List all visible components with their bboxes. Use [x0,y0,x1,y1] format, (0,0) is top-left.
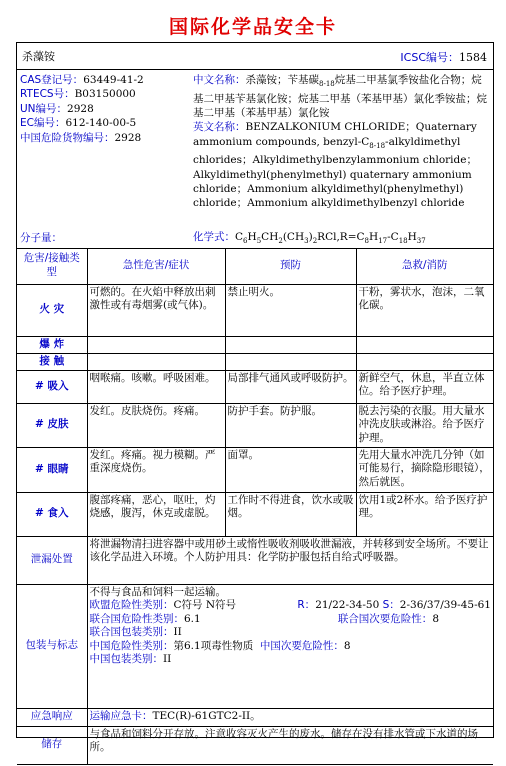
cas-number: CAS登记号：63449-41-2 [20,74,144,86]
en-name-label: 英文名称： [193,121,246,134]
prevention-cell [225,353,356,370]
table-header-row [17,248,493,284]
hazard-type-exposure: 接 触 [17,353,87,370]
header-prevention: 预防 [225,248,356,284]
symptom-cell: 咽喉痛。咳嗽。呼吸困难。 [87,370,225,403]
hazard-table [17,248,493,765]
prevention-cell: 局部排气通风或呼吸防护。 [225,370,356,403]
prevention-cell: 工作时不得进食，饮水或吸烟。 [225,492,356,536]
header-first-aid: 急救/消防 [356,248,493,284]
first-aid-cell [356,336,493,353]
symptom-cell: 可燃的。在火焰中释放出刺激性或有毒烟雾(或气体)。 [87,284,225,336]
leak-label: 泄漏处置 [17,536,87,584]
leak-text: 将泄漏物清扫进容器中或用砂土或惰性吸收剂吸收泄漏液，并转移到安全场所。不要让该化学品进入环境。个人防护用具：化学防护服包括自给式呼吸器。 [87,536,493,584]
rtecs-number: RTECS号：B03150000 [20,88,136,101]
emergency-row [17,708,493,726]
symptom-cell: 发红。疼痛。视力模糊。严重深度烧伤。 [87,447,225,492]
symptom-cell [87,353,225,370]
table-row [17,353,493,370]
symptom-cell: 腹部疼痛，恶心，呕吐，灼烧感，腹泻，休克或虚脱。 [87,492,225,536]
table-row [17,492,493,536]
storage-row [17,726,493,764]
hazard-type-eyes: # 眼睛 [17,447,87,492]
card-title: 国际化学品安全卡 [168,16,337,38]
un-number: UN编号：2928 [20,102,94,115]
first-aid-cell: 新鲜空气，休息，半直立体位。给予医疗护理。 [356,370,493,403]
hazard-type-ingestion: # 食入 [17,492,87,536]
chemical-formula: 化学式：$C_6H_5CH_2(CH_3)_2RCl,R=C_8H_{17}-C_{18}H_{37}$ [193,230,426,245]
symptom-cell: 发红。皮肤烧伤。疼痛。 [87,403,225,447]
molecular-weight-label: 分子量： [20,232,62,244]
cn-packaging-group: 中国包装类别：II [89,653,172,665]
table-row [17,370,493,403]
prevention-cell [225,336,356,353]
hazard-type-explosion: 爆 炸 [17,336,87,353]
un-packaging-group: 联合国包装类别：II [89,626,182,638]
cn-classification: 中国危险性类别：第6.1项毒性物质 中国次要危险性：8 [89,639,351,652]
prevention-cell: 面罩。 [225,447,356,492]
names-description [193,73,490,211]
hazard-type-fire: 火 灾 [17,284,87,336]
icsc-label: ICSC编号： [400,51,459,64]
chemical-name: 杀藻铵 [22,50,55,63]
packaging-row [17,584,493,708]
table-row [17,284,493,336]
identifier-list [20,73,190,145]
icsc-value: 1584 [459,51,487,64]
cn-dangerous-goods-number: 中国危险货物编号：2928 [20,131,142,144]
eu-classification: 欧盟危险性类别：C符号 N符号 R：21/22-34-50 S：2-36/37/39-45-61 [89,599,491,611]
safety-card [16,42,494,753]
storage-label: 储存 [17,726,87,764]
table-row [17,403,493,447]
header-type: 危害/接触类型 [17,248,87,284]
packaging-label: 包装与标志 [17,584,87,708]
un-classification: 联合国危险性类别：6.1 联合国次要危险性：8 [89,612,439,625]
leak-row [17,536,493,584]
table-row [17,447,493,492]
emergency-label: 应急响应 [17,708,87,726]
hazard-type-inhalation: # 吸入 [17,370,87,403]
table-row [17,336,493,353]
packaging-content [87,584,493,708]
prevention-cell: 禁止明火。 [225,284,356,336]
hazard-type-skin: # 皮肤 [17,403,87,447]
first-aid-cell: 脱去污染的衣服。用大量水冲洗皮肤或淋浴。给予医疗护理。 [356,403,493,447]
emergency-content: 运输应急卡：TEC(R)-61GTC2-II。 [87,708,493,726]
prevention-cell: 防护手套。防护服。 [225,403,356,447]
first-aid-cell [356,353,493,370]
first-aid-cell: 干粉，雾状水，泡沫，二氧化碳。 [356,284,493,336]
identifier-block [17,70,493,249]
header-symptom: 急性危害/症状 [87,248,225,284]
en-name: BENZALKONIUM CHLORIDE；Quaternary ammonium compounds, benzyl-$C_{8-18}$-alkyldimethyl chlorides；Alkyldimethylbenzylammonium chloride；Alkyldimethyl(phenylmethyl) quaternary ammonium chloride；Ammonium alkyldimethyl(phenylmethyl) chloride；Ammonium alkyldimethylbenzyl chloride [193,121,477,210]
cn-name: 杀藻铵；苄基碳$_{8-18}$烷基二甲基氯季铵盐化合物；烷基二甲基苄基氯化铵；烷基二甲基（苯基甲基）氯化季铵盐；烷基二甲基（苯基甲基）氯化铵 [193,74,487,119]
name-row [17,43,493,70]
storage-text: 与食品和饲料分开存放。注意收容灭火产生的废水。储存在没有排水管或下水道的场所。 [87,726,493,764]
cn-name-label: 中文名称： [193,74,246,86]
first-aid-cell: 饮用1或2杯水。给予医疗护理。 [356,492,493,536]
symptom-cell [87,336,225,353]
icsc-number [400,49,487,65]
first-aid-cell: 先用大量水冲洗几分钟（如可能易行，摘除隐形眼镜），然后就医。 [356,447,493,492]
packaging-note: 不得与食品和饲料一起运输。 [89,585,226,598]
ec-number: EC编号：612-140-00-5 [20,117,137,130]
